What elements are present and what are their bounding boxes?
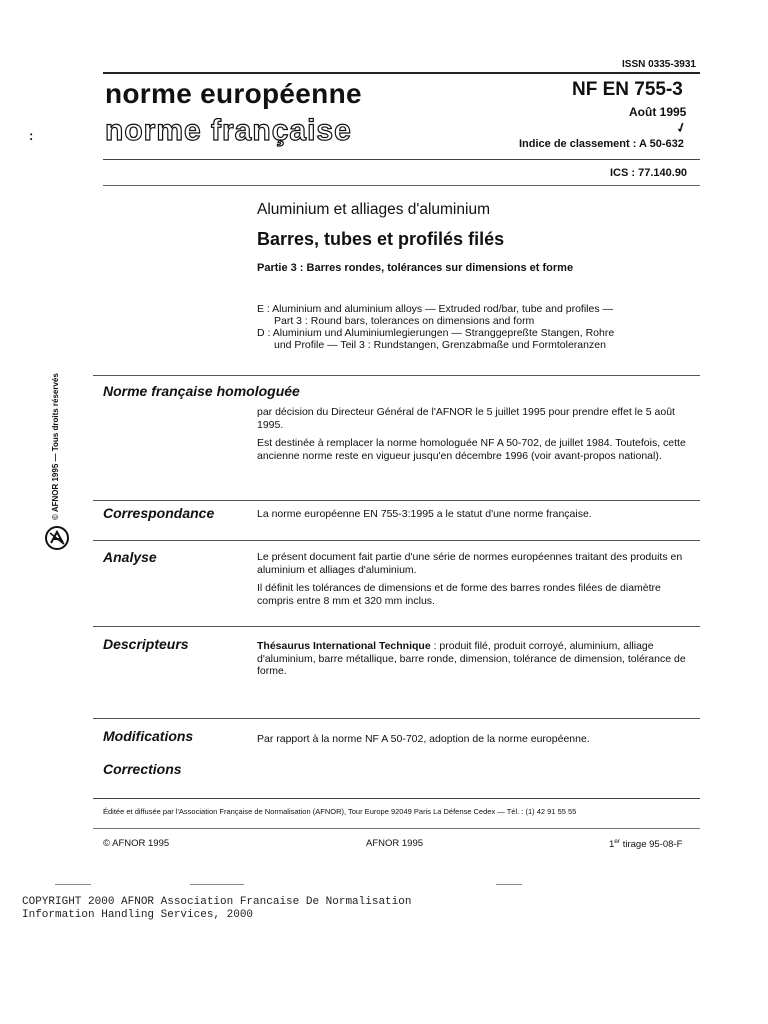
copyright-line2: Information Handling Services, 2000: [22, 908, 254, 921]
homologuee-decision: par décision du Directeur Général de l'AFNOR le 5 juillet 1995 pour prendre effet le 5 août 1995.: [257, 406, 675, 431]
title-norme-europeenne: norme européenne: [105, 78, 362, 109]
section-divider: [93, 375, 700, 376]
footer-divider-2: [93, 828, 700, 829]
footer-printing: [609, 838, 682, 850]
document-title: Barres, tubes et profilés filés: [257, 229, 505, 249]
margin-mark: :: [29, 128, 34, 143]
side-copyright: © AFNOR 1995 — Tous droits réservés: [51, 373, 60, 520]
thesaurus-label: Thésaurus International Technique: [257, 640, 431, 652]
section-divider: [93, 718, 700, 719]
correspondance-text: La norme européenne EN 755-3:1995 a le statut d'une norme française.: [257, 508, 592, 520]
classification-index: Indice de classement : A 50-632: [519, 138, 684, 150]
footer-divider: [93, 798, 700, 799]
body-analyse: [257, 551, 700, 613]
dash-mark: [55, 884, 91, 885]
modifications-text: Par rapport à la norme NF A 50-702, adoption de la norme européenne.: [257, 733, 590, 745]
body-correspondance: [257, 508, 700, 527]
copyright-notice: [22, 896, 411, 921]
label-corrections: Corrections: [103, 761, 182, 777]
body-descripteurs: [257, 640, 700, 684]
descripteurs-keywords: : produit filé, produit corroyé, aluminium, alliage d'aluminium, barre métallique, barre ronde, dimension, tolérance de dimension, tolérance de forme.: [257, 640, 686, 677]
ics-code: ICS : 77.140.90: [610, 167, 688, 179]
label-homologuee: Norme française homologuée: [103, 383, 300, 399]
publication-date: Août 1995: [629, 105, 687, 119]
german-title-line2: und Profile — Teil 3 : Rundstangen, Grenzabmaße und Formtoleranzen: [274, 339, 606, 351]
copyright-line1: COPYRIGHT 2000 AFNOR Association Francaise De Normalisation: [22, 896, 412, 908]
dash-mark: [496, 884, 522, 885]
document-subject: Aluminium et alliages d'aluminium: [257, 201, 490, 218]
analyse-scope: Il définit les tolérances de dimensions et de forme des barres rondes filées de diamètre compris entre 8 mm et 320 mm inclus.: [257, 582, 661, 607]
english-title: [257, 303, 707, 327]
title-norme-francaise: norme française: [105, 114, 352, 147]
afnor-logo-icon: [44, 525, 70, 551]
footer-afnor: AFNOR 1995: [366, 838, 424, 849]
footer-copyright: © AFNOR 1995: [103, 838, 170, 849]
label-modifications: Modifications: [103, 728, 194, 744]
body-homologuee: [257, 406, 700, 468]
ics-divider: [103, 185, 700, 186]
body-modifications: [257, 733, 700, 752]
standard-number: NF EN 755-3: [572, 79, 683, 100]
printing-number: 1: [609, 839, 615, 851]
printing-ordinal: er: [614, 838, 621, 845]
analyse-series: Le présent document fait partie d'une série de normes européennes traitant des produits en aluminium et alliages d'aluminium.: [257, 551, 683, 576]
german-title: [257, 327, 707, 351]
english-title-line2: Part 3 : Round bars, tolerances on dimensions and form: [274, 315, 535, 327]
label-descripteurs: Descripteurs: [103, 636, 189, 652]
english-title-line1: E : Aluminium and aluminium alloys — Extruded rod/bar, tube and profiles —: [257, 303, 614, 315]
dash-mark: [190, 884, 244, 885]
printing-code: tirage 95-08-F: [620, 839, 683, 851]
section-divider: [93, 540, 700, 541]
check-mark-icon: ✓: [673, 118, 689, 137]
german-title-line1: D : Aluminium und Aluminiumlegierungen — Stranggepreßte Stangen, Rohre: [257, 327, 615, 339]
top-rule: [103, 72, 700, 74]
header-divider: [103, 159, 700, 160]
label-analyse: Analyse: [103, 549, 157, 565]
label-correspondance: Correspondance: [103, 505, 215, 521]
document-part: Partie 3 : Barres rondes, tolérances sur dimensions et forme: [257, 262, 574, 274]
section-divider: [93, 626, 700, 627]
homologuee-replacement: Est destinée à remplacer la norme homologuée NF A 50-702, de juillet 1984. Toutefois, cette ancienne norme reste en vigueur jusqu'en décembre 1996 (voir avant-propos national).: [257, 437, 686, 462]
issn: ISSN 0335-3931: [622, 59, 696, 70]
publisher-info: Éditée et diffusée par l'Association Française de Normalisation (AFNOR), Tour Europe 92049 Paris La Défense Cedex — Tél. : (1) 42 91 55 55: [103, 807, 577, 816]
section-divider: [93, 500, 700, 501]
